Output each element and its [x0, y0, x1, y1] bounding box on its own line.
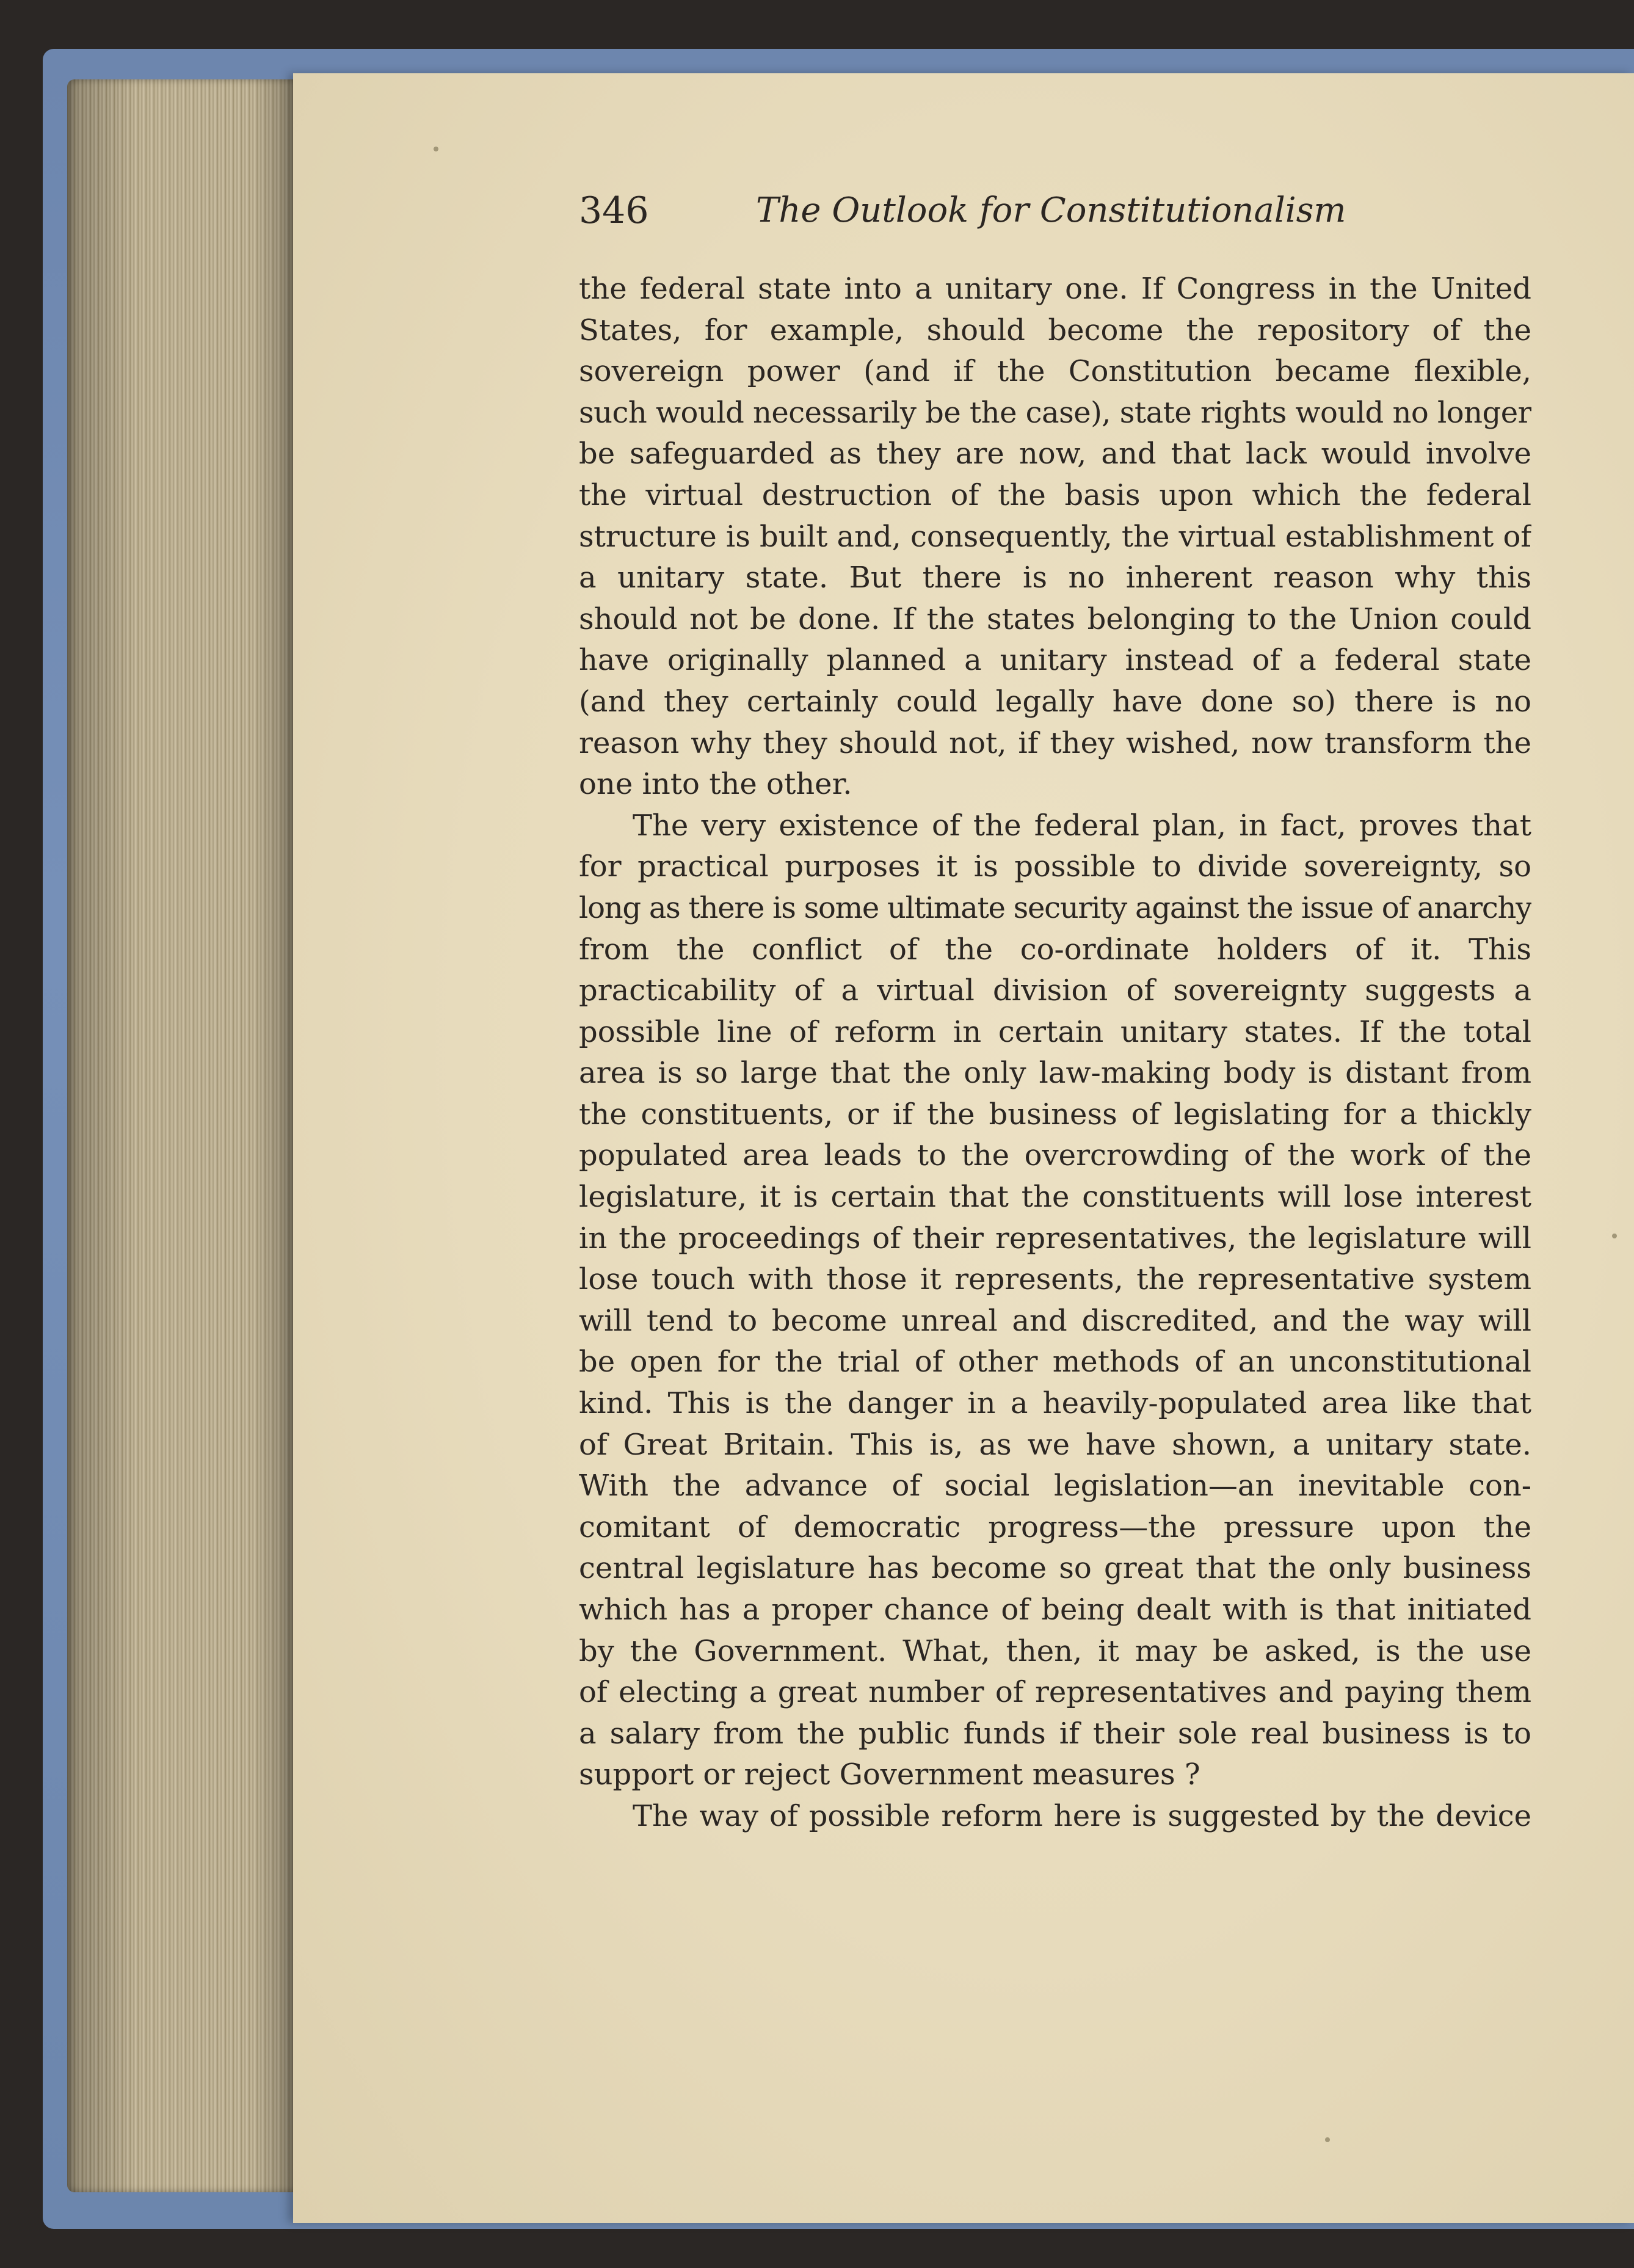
page-edges-shade [67, 79, 299, 2192]
text-line: comitant of democratic progress—the pressure upon the [579, 1510, 1531, 1544]
text-line: long as there is some ultimate security against the issue of anarchy [579, 890, 1531, 925]
text-line: have originally planned a unitary instead of a federal state [579, 643, 1531, 678]
text-line: of electing a great number of representatives and paying them [579, 1675, 1531, 1710]
text-line: the federal state into a unitary one. If Congress in the United [579, 272, 1531, 306]
body-text [579, 269, 1531, 1837]
running-head-title: The Outlook for Constitutionalism [756, 191, 1346, 230]
text-line: central legislature has become so great that the only business [579, 1551, 1531, 1586]
paper-speck [1325, 2137, 1330, 2142]
text-line: should not be done. If the states belonging to the Union could [579, 602, 1531, 636]
text-line: in the proceedings of their representatives, the legislature will [579, 1221, 1531, 1256]
text-line: structure is built and, consequently, the virtual establishment of [579, 519, 1531, 554]
text-line: for practical purposes it is possible to divide sovereignty, so [579, 849, 1531, 884]
text-line: be open for the trial of other methods of an unconstitutional [579, 1345, 1531, 1379]
text-line: sovereign power (and if the Constitution became flexible, [579, 354, 1531, 389]
text-line: by the Government. What, then, it may be asked, is the use [579, 1634, 1531, 1668]
text-line: populated area leads to the overcrowding of the work of the [579, 1138, 1531, 1173]
text-line: The very existence of the federal plan, in fact, proves that [633, 808, 1531, 843]
text-line: possible line of reform in certain unitary states. If the total [579, 1014, 1531, 1049]
text-line: practicability of a virtual division of sovereignty suggests a [579, 973, 1531, 1008]
text-line: of Great Britain. This is, as we have shown, a unitary state. [579, 1427, 1531, 1462]
text-line: kind. This is the danger in a heavily-populated area like that [579, 1386, 1531, 1421]
text-line: States, for example, should become the repository of the [579, 313, 1531, 347]
text-line: which has a proper chance of being dealt with is that initiated [579, 1593, 1531, 1627]
text-line: a unitary state. But there is no inherent reason why this [579, 561, 1531, 595]
text-line: be safeguarded as they are now, and that lack would involve [579, 437, 1531, 471]
text-line: The way of possible reform here is suggested by the device [633, 1798, 1531, 1833]
text-line: lose touch with those it represents, the representative system [579, 1262, 1531, 1297]
text-line: the constituents, or if the business of legislating for a thickly [579, 1097, 1531, 1132]
text-line: area is so large that the only law-making body is distant from [579, 1056, 1531, 1091]
page-number: 346 [579, 189, 649, 232]
paper-speck [434, 147, 438, 151]
text-line: one into the other. [579, 767, 852, 802]
text-line: (and they certainly could legally have done so) there is no [579, 684, 1531, 719]
text-line: such would necessarily be the case), state rights would no longer [579, 395, 1531, 430]
text-line: reason why they should not, if they wished, now transform the [579, 725, 1531, 760]
text-line: support or reject Government measures ? [579, 1757, 1200, 1792]
text-line: legislature, it is certain that the constituents will lose interest [579, 1180, 1531, 1215]
text-line: With the advance of social legislation—an inevitable con- [579, 1469, 1531, 1503]
text-line: the virtual destruction of the basis upon which the federal [579, 478, 1531, 512]
text-line: will tend to become unreal and discredited, and the way will [579, 1303, 1531, 1338]
paper-speck [1612, 1234, 1617, 1238]
text-line: from the conflict of the co-ordinate holders of it. This [579, 932, 1531, 967]
text-line: a salary from the public funds if their sole real business is to [579, 1716, 1531, 1751]
running-head [579, 183, 1531, 238]
